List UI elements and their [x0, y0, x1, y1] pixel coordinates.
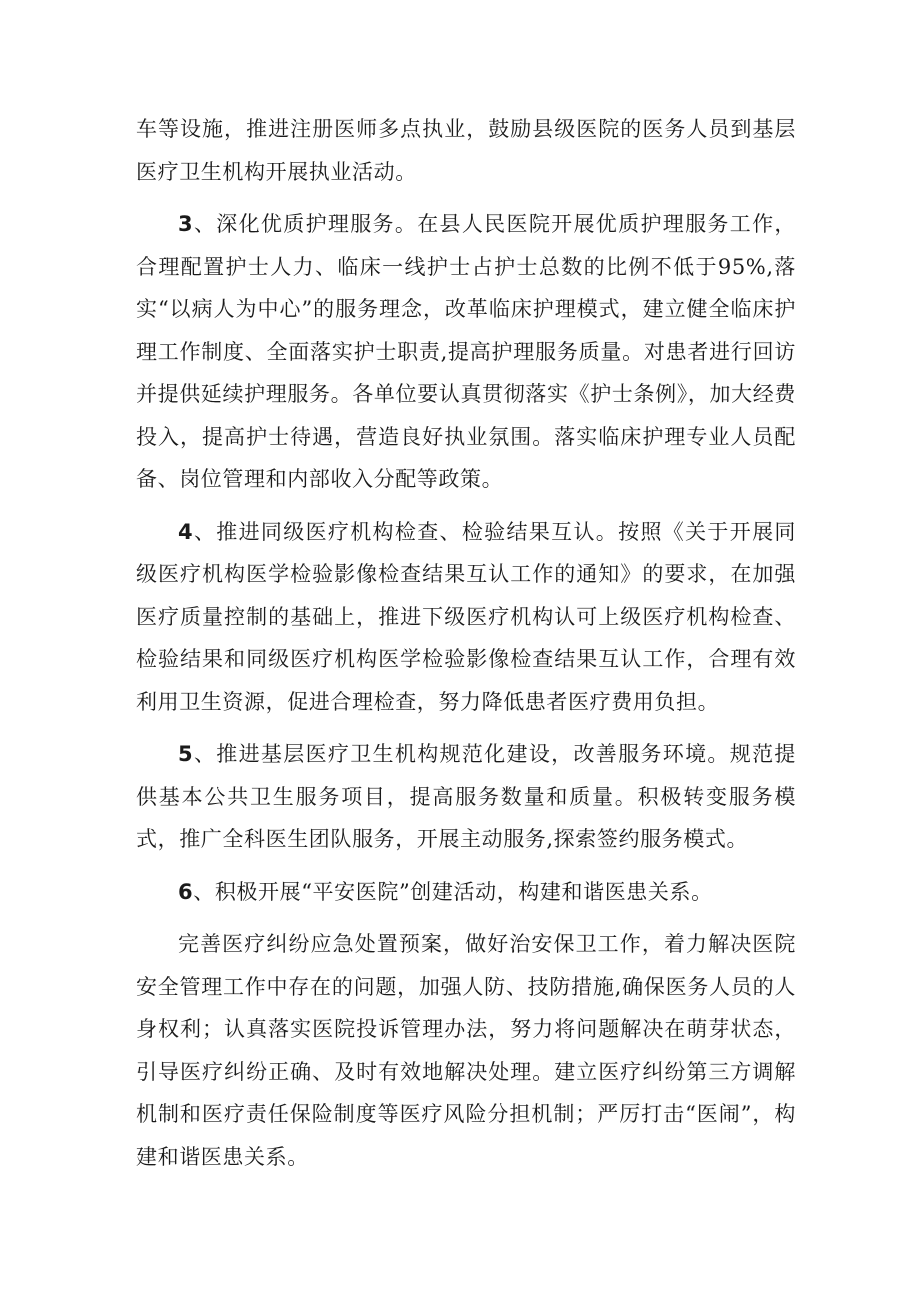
- paragraph-text: 、推进基层医疗卫生机构规范化建设，改善服务环境。规范提供基本公共卫生服务项目，提高服务数量和质量。积极转变服务模式，推广全科医生团队服务，开展主动服务,探索签约服务模式。: [136, 742, 796, 851]
- paragraph-text: 车等设施，推进注册医师多点执业，鼓励县级医院的医务人员到基层医疗卫生机构开展执业活动。: [136, 117, 796, 184]
- paragraph-item-6: [136, 871, 796, 914]
- paragraph-item-3: [136, 203, 796, 501]
- paragraph-item-5: [136, 733, 796, 861]
- paragraph-body: [136, 923, 796, 1178]
- paragraph-text: 、深化优质护理服务。在县人民医院开展优质护理服务工作，合理配置护士人力、临床一线护士占护士总数的比例不低于95%,落实“以病人为中心”的服务理念，改革临床护理模式，建立健全临床护理工作制度、全面落实护士职责,提高护理服务质量。对患者进行回访并提供延续护理服务。各单位要认真贯彻落实《护士条例》，加大经费投入，提高护士待遇，营造良好执业氛围。落实临床护理专业人员配备、岗位管理和内部收入分配等政策。: [136, 212, 796, 491]
- item-number: 5: [178, 742, 194, 766]
- item-number: 3: [178, 212, 194, 236]
- paragraph-text: 、推进同级医疗机构检查、检验结果互认。按照《关于开展同级医疗机构医学检验影像检查结果互认工作的通知》的要求，在加强医疗质量控制的基础上，推进下级医疗机构认可上级医疗机构检查、检验结果和同级医疗机构医学检验影像检查结果互认工作，合理有效利用卫生资源，促进合理检查，努力降低患者医疗费用负担。: [136, 519, 796, 714]
- item-number: 6: [178, 879, 194, 904]
- item-number: 4: [178, 519, 194, 544]
- paragraph-continuation: [136, 108, 796, 193]
- paragraph-item-4: [136, 511, 796, 724]
- paragraph-text: 完善医疗纠纷应急处置预案，做好治安保卫工作，着力解决医院安全管理工作中存在的问题，加强人防、技防措施,确保医务人员的人身权利；认真落实医院投诉管理办法，努力将问题解决在萌芽状态，引导医疗纠纷正确、及时有效地解决处理。建立医疗纠纷第三方调解机制和医疗责任保险制度等医疗风险分担机制；严厉打击“医闹”，构建和谐医患关系。: [136, 932, 796, 1169]
- document-body: [136, 108, 796, 1188]
- paragraph-text: 、积极开展“平安医院”创建活动，构建和谐医患关系。: [193, 879, 713, 904]
